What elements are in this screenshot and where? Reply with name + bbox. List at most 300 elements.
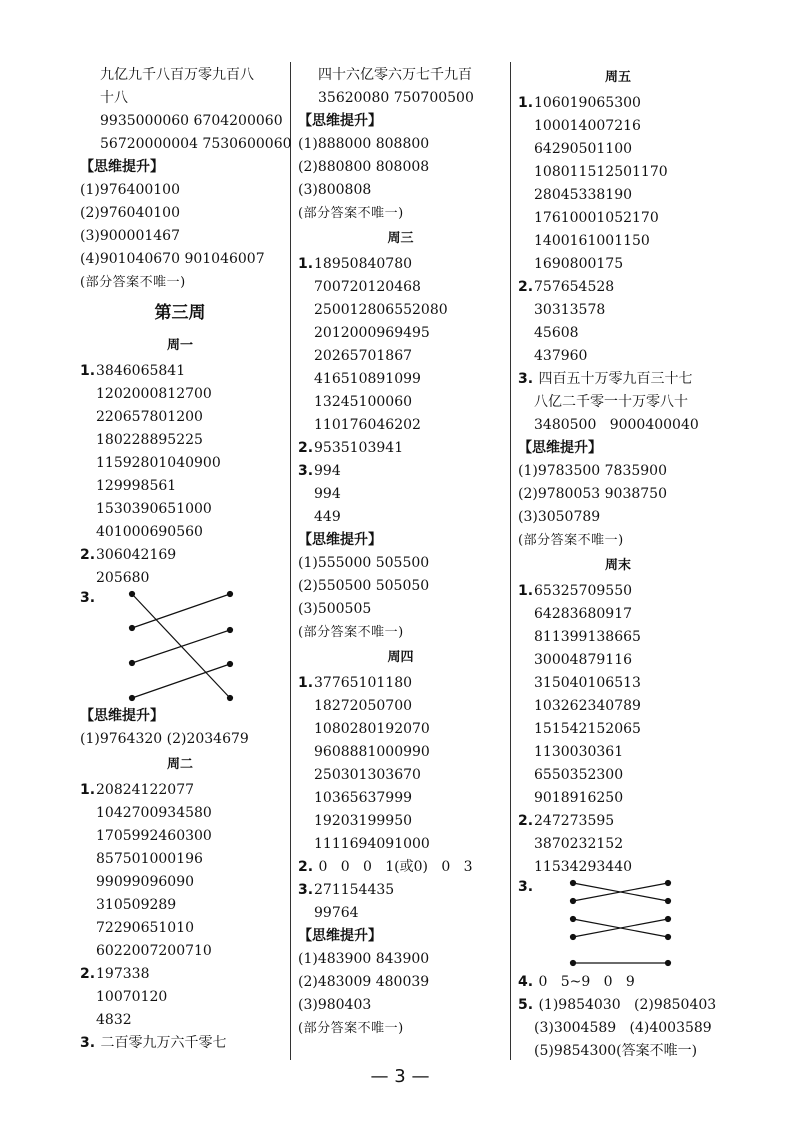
answer-cell: 1530 [96, 501, 132, 517]
question-number: 1. [80, 782, 96, 798]
answer-cell: 4 [331, 463, 341, 479]
answer-cell: 1170 [632, 164, 668, 180]
answer-cell: 1867 [376, 348, 413, 364]
answer-cell: 280 [349, 721, 377, 737]
answer-cell: 48 [96, 1012, 114, 1028]
tip-answer: (1)888000 808800 [298, 136, 430, 152]
answer-cell: 90 [176, 874, 195, 890]
tip-answer: (1)9764320 (2)2034679 [80, 731, 249, 747]
answer-cell: 38 [131, 966, 150, 982]
answer-grid [298, 437, 503, 460]
answer-cell: 205 [96, 570, 123, 586]
cross-diagram [518, 879, 718, 971]
answer-row [518, 626, 718, 649]
answer-cell: 1001 [587, 233, 624, 249]
answer-cell: 841 [158, 363, 186, 379]
answer-grid [518, 580, 718, 810]
answer-cell: 65 [340, 790, 359, 806]
answer-cell: 2300 [587, 767, 624, 783]
answer-cell: 65 [534, 767, 552, 783]
question-number: 1. [80, 363, 96, 379]
answer-cell: 250 [596, 790, 624, 806]
answer-cell: 50 [367, 698, 386, 714]
answer-cell: 64 [534, 141, 552, 157]
answer-cell: 129 [96, 478, 123, 494]
dot [130, 626, 135, 631]
answer-cell: 1400 [534, 233, 570, 249]
answer-row [80, 544, 280, 567]
answer-cell: 1280 [349, 302, 386, 318]
answer-cell: 3440 [596, 859, 633, 875]
answer-cell: 225 [176, 432, 203, 448]
answer-row [80, 567, 280, 590]
answer-cell: 0 [113, 897, 123, 913]
answer-cell: 9 [314, 463, 323, 479]
answer-row [518, 115, 718, 138]
answer-cell: 100 [96, 989, 123, 1005]
question-number: 3. [80, 590, 96, 606]
answer-cell: 2080 [412, 302, 448, 318]
answer-cell: 888 [340, 744, 368, 760]
answer-cell: 1357 [560, 302, 597, 318]
question-number: 4. [518, 974, 534, 990]
answer-cell: 70 [358, 348, 377, 364]
answer-cell: 40 [96, 524, 114, 540]
question-number: 3. [298, 463, 314, 479]
answer-row [518, 322, 718, 345]
answer-cell: 95 [314, 440, 332, 456]
answer-cell: 950 [331, 256, 359, 272]
answer-cell: 250 [605, 164, 633, 180]
answer-cell: 495 [403, 325, 430, 341]
answer-row [80, 452, 280, 475]
match-line [132, 630, 230, 663]
answer-cell: 750 [113, 851, 141, 867]
tip-answer: (2)550500 505050 [298, 578, 430, 594]
answer-row [518, 833, 718, 856]
answer-cell: 1000 [176, 501, 212, 517]
dot [666, 961, 671, 966]
tip-answer: (2)880800 808008 [298, 159, 430, 175]
answer-cell: 836 [560, 606, 588, 622]
answer-cell: 9 [322, 463, 332, 479]
answer-grid [80, 360, 280, 544]
answer-cell: 31 [349, 813, 368, 829]
dot [228, 592, 233, 597]
column-1 [80, 64, 292, 1055]
answer-cell: 232 [569, 836, 597, 852]
answer-cell: 75 [534, 279, 552, 295]
tip-answer: (3)800808 [298, 182, 372, 198]
answer-cell: 110 [314, 417, 341, 433]
answer-cell: 550 [605, 583, 633, 599]
answer-cell: 409 [367, 836, 395, 852]
answer-grid [298, 253, 503, 437]
answer-cell: 2711 [314, 882, 350, 898]
answer-cell: 0 [569, 744, 579, 760]
answer-cell: 1399 [551, 629, 588, 645]
match-line [132, 664, 230, 698]
note: (部分答案不唯一) [298, 1021, 404, 1036]
answer-row [298, 695, 503, 718]
answer-cell: 90 [122, 920, 141, 936]
answer-grid [298, 460, 503, 529]
answer-cell: 196 [176, 851, 203, 867]
answer-cell: 303 [534, 302, 561, 318]
answer-row [298, 253, 503, 276]
note: (部分答案不唯一) [518, 533, 624, 548]
answer-row [80, 871, 280, 894]
answer-row [518, 810, 718, 833]
day-title-mon: 周一 [166, 338, 193, 353]
answer-cell: 13 [623, 675, 641, 691]
tip-answer: (3)3050789 [518, 509, 601, 525]
note: (部分答案不唯一) [298, 206, 404, 221]
answer-cell: 501 [578, 141, 606, 157]
answer-cell: 65 [331, 371, 350, 387]
tip-heading: 【思维提升】 [80, 708, 164, 724]
question-number: 3. [80, 1035, 96, 1051]
answer-cell: 2000 [122, 386, 159, 402]
tip-answer: (2)9780053 9038750 [518, 486, 667, 502]
answer-cell: 65 [623, 721, 641, 737]
answer-text: 四百五十万零九百三十七 [538, 371, 693, 387]
answer-cell: 280 [534, 187, 561, 203]
answer-cell: 969 [376, 325, 404, 341]
answer-cell: 303 [578, 744, 606, 760]
question-number: 3. [298, 882, 314, 898]
answer-cell: 202 [314, 348, 341, 364]
answer-text: (5)9854300(答案不唯一) [534, 1043, 698, 1059]
question-number: 2. [518, 813, 534, 829]
answer-cell: 201 [314, 325, 341, 341]
answer-cell: 1130 [534, 744, 570, 760]
answer-cell: 24 [122, 782, 141, 798]
answer-cell: 104 [96, 805, 123, 821]
answer-cell: 1220 [140, 782, 177, 798]
dot [666, 881, 671, 886]
answer-cell: 4379 [534, 348, 570, 364]
answer-cell: 1000 [534, 118, 570, 134]
tip-answer: (1)9783500 7835900 [518, 463, 667, 479]
answer-cell: 9 [314, 486, 323, 502]
question-number: 3. [518, 371, 534, 387]
question-number: 5. [518, 997, 534, 1013]
answer-grid [298, 879, 503, 925]
answer-row [298, 276, 503, 299]
answer-text: (3)3004589 (4)4003589 [534, 1020, 712, 1036]
answer-cell: 2700 [122, 805, 159, 821]
answer-row [518, 184, 718, 207]
dot [571, 917, 576, 922]
answer-cell: 170 [96, 828, 123, 844]
answer-cell: 1151 [569, 164, 606, 180]
answer-cell: 2000 [340, 325, 377, 341]
answer-text: 0 5~9 0 9 [538, 974, 635, 990]
answer-cell: 895 [149, 432, 177, 448]
answer-cell: 2460 [149, 828, 186, 844]
answer-cell: 1080 [534, 164, 570, 180]
answer-row [80, 917, 280, 940]
answer-cell: 120 [140, 989, 168, 1005]
answer-cell: 280 [131, 455, 159, 471]
answer-cell: 812 [158, 386, 186, 402]
answer-cell: 111 [314, 836, 341, 852]
dot [228, 696, 233, 701]
answer-cell: 42 [569, 721, 588, 737]
answer-cell: 1520 [587, 721, 624, 737]
answer-row [80, 429, 280, 452]
answer-cell: 180 [385, 675, 413, 691]
answer-cell: 69 [158, 547, 177, 563]
answer-cell: 91 [596, 652, 615, 668]
answer-row [80, 383, 280, 406]
answer-cell: 65 [158, 501, 177, 517]
answer-cell: 1920 [314, 813, 350, 829]
intro-line: 56720000004 7530600060 [100, 136, 292, 152]
answer-row [518, 764, 718, 787]
question-number: 2. [80, 547, 96, 563]
answer-cell: 301 [340, 767, 368, 783]
match-line [132, 594, 230, 628]
dot [571, 881, 576, 886]
answer-cell: 720 [340, 279, 368, 295]
answer-row [80, 1009, 280, 1032]
answer-cell: 3150 [534, 675, 570, 691]
answer-cell: 3000 [534, 652, 570, 668]
answer-cell: 421 [131, 547, 159, 563]
answer-cell: 453 [560, 187, 588, 203]
answer-text: (1)9854030 (2)9850403 [538, 997, 717, 1013]
answer-cell: 7200 [149, 943, 186, 959]
answer-cell: 990 [122, 874, 150, 890]
answer-cell: 100 [605, 141, 633, 157]
dot [571, 961, 576, 966]
answer-cell: 65 [534, 583, 552, 599]
answer-row [518, 672, 718, 695]
answer-cell: 13 [314, 394, 332, 410]
answer-cell: 608 [551, 325, 579, 341]
answer-cell: 2472 [534, 813, 570, 829]
answer-cell: 180 [96, 432, 123, 448]
answer-row [518, 253, 718, 276]
answer-cell: 990 [96, 874, 123, 890]
answer-cell: 710 [185, 943, 212, 959]
answer-row [80, 406, 280, 429]
answer-grid [298, 672, 503, 856]
answer-row [80, 894, 280, 917]
answer-cell: 56 [149, 478, 168, 494]
answer-cell: 709 [578, 583, 606, 599]
answer-row [80, 940, 280, 963]
tip-heading: 【思维提升】 [298, 928, 382, 944]
cross-lines [518, 879, 718, 971]
answer-cell: 38 [587, 187, 606, 203]
answer-row [298, 391, 503, 414]
answer-cell: 509 [122, 897, 150, 913]
answer-cell: 250 [314, 767, 341, 783]
answer-cell: 175 [596, 256, 624, 272]
answer-cell: 8 [596, 302, 606, 318]
answer-cell: 1000 [113, 524, 150, 540]
answer-cell: 60 [394, 394, 413, 410]
day-title-fri: 周五 [604, 70, 631, 85]
answer-cell: 152 [596, 836, 624, 852]
answer-cell: 468 [394, 279, 421, 295]
dot [571, 899, 576, 904]
answer-cell: 77 [176, 782, 195, 798]
note: (部分答案不唯一) [298, 625, 404, 640]
answer-cell: 65 [340, 675, 359, 691]
answer-row [80, 498, 280, 521]
answer-row [518, 92, 718, 115]
answer-row [518, 649, 718, 672]
answer-row [298, 810, 503, 833]
answer-cell: 1065 [587, 675, 624, 691]
intro-line: 四十六亿零六万七千九百 [318, 67, 472, 83]
answer-row [80, 779, 280, 802]
answer-cell: 65 [140, 363, 159, 379]
dot [666, 917, 671, 922]
answer-cell: 190 [605, 187, 633, 203]
answer-cell: 2340 [578, 698, 615, 714]
answer-cell: 60 [569, 348, 588, 364]
question-number: 3. [518, 879, 534, 895]
answer-cell: 70 [412, 721, 430, 737]
answer-cell: 377 [314, 675, 341, 691]
answer-cell: 73 [569, 813, 588, 829]
dot [228, 628, 233, 633]
answer-cell: 90 [534, 790, 552, 806]
answer-cell: 16 [614, 652, 633, 668]
answer-cell: 325 [551, 583, 579, 599]
answer-cell: 960 [149, 874, 177, 890]
answer-row [80, 986, 280, 1009]
answer-row [518, 161, 718, 184]
column-divider-left [290, 62, 291, 1060]
answer-cell: 303 [367, 767, 395, 783]
answer-cell: 7654 [551, 279, 588, 295]
answer-cell: 1 [167, 478, 177, 494]
answer-cell: 3429 [560, 859, 597, 875]
answer-cell: 115 [534, 859, 561, 875]
answer-cell: 1089 [349, 371, 386, 387]
answer-cell: 300 [614, 95, 641, 111]
answer-cell: 700 [385, 698, 413, 714]
answer-row [80, 475, 280, 498]
answer-cell: 50 [394, 813, 413, 829]
answer-cell: 960 [314, 744, 341, 760]
answer-row [298, 299, 503, 322]
tip-answer: (3)500505 [298, 601, 372, 617]
answer-cell: 1052 [596, 210, 633, 226]
answer-cell: 670 [394, 767, 421, 783]
question-number: 1. [298, 675, 314, 691]
answer-row [518, 787, 718, 810]
answer-cell: 45 [534, 325, 552, 341]
week-title: 第三周 [154, 303, 206, 323]
answer-cell: 85 [96, 851, 114, 867]
answer-cell: 2500 [314, 302, 350, 318]
answer-cell: 16 [569, 233, 588, 249]
answer-cell: 65 [596, 95, 615, 111]
matching-diagram [80, 590, 280, 705]
answer-cell: 390 [131, 501, 159, 517]
answer-cell: 528 [587, 279, 615, 295]
answer-cell: 72 [605, 118, 624, 134]
answer-cell: 999 [385, 790, 413, 806]
tip-heading: 【思维提升】 [298, 113, 382, 129]
dot [666, 935, 671, 940]
answer-cell: 31 [96, 897, 114, 913]
intro-line: 35620080 750700500 [318, 90, 474, 106]
answer-row [518, 230, 718, 253]
answer-cell: 19 [96, 966, 114, 982]
answer-row [80, 802, 280, 825]
page-number: — 3 — [370, 1066, 430, 1087]
answer-cell: 189 [551, 790, 579, 806]
answer-cell: 46 [376, 417, 395, 433]
tip-answer: (1)976400100 [80, 182, 180, 198]
answer-cell: 1080 [314, 721, 350, 737]
answer-text: 3480500 9000400040 [534, 417, 699, 433]
answer-cell: 35 [376, 882, 395, 898]
answer-cell: 202 [394, 417, 421, 433]
answer-cell: 595 [587, 813, 615, 829]
answer-grid [518, 276, 718, 368]
answer-cell: 190 [569, 95, 597, 111]
answer-cell: 934 [158, 805, 186, 821]
answer-cell: 1060 [534, 95, 570, 111]
answer-cell: 990 [403, 744, 430, 760]
answer-cell: 41 [314, 371, 332, 387]
answer-cell: 3060 [96, 547, 132, 563]
answer-cell: 1000 [358, 394, 395, 410]
answer-row [298, 902, 503, 925]
tip-answer: (2)976040100 [80, 205, 180, 221]
answer-cell: 9 [331, 509, 341, 525]
answer-cell: 220 [96, 409, 123, 425]
tip-answer: (1)555000 505500 [298, 555, 430, 571]
dot [130, 696, 135, 701]
answer-row [298, 368, 503, 391]
tip-heading: 【思维提升】 [80, 159, 164, 175]
answer-cell: 3870 [534, 836, 570, 852]
answer-row [298, 879, 503, 902]
answer-cell: 900 [194, 455, 221, 471]
answer-grid [80, 963, 280, 1032]
answer-cell: 655 [385, 302, 413, 318]
answer-cell: 560 [176, 524, 203, 540]
answer-cell: 61 [605, 744, 624, 760]
answer-cell: 780 [385, 256, 413, 272]
answer-cell: 1515 [534, 721, 570, 737]
intro-line: 十八 [100, 90, 128, 106]
answer-cell: 9 [322, 486, 332, 502]
answer-grid [518, 810, 718, 879]
answer-row [518, 580, 718, 603]
note: (部分答案不唯一) [80, 275, 186, 290]
answer-cell: 120 [367, 279, 395, 295]
tip-answer: (3)900001467 [80, 228, 180, 244]
tip-answer: (3)980403 [298, 997, 372, 1013]
answer-row [80, 848, 280, 871]
answer-cell: 642 [534, 606, 561, 622]
answer-row [518, 741, 718, 764]
question-number: 2. [518, 279, 534, 295]
answer-cell: 65 [122, 409, 141, 425]
answer-cell: 1000 [367, 744, 404, 760]
